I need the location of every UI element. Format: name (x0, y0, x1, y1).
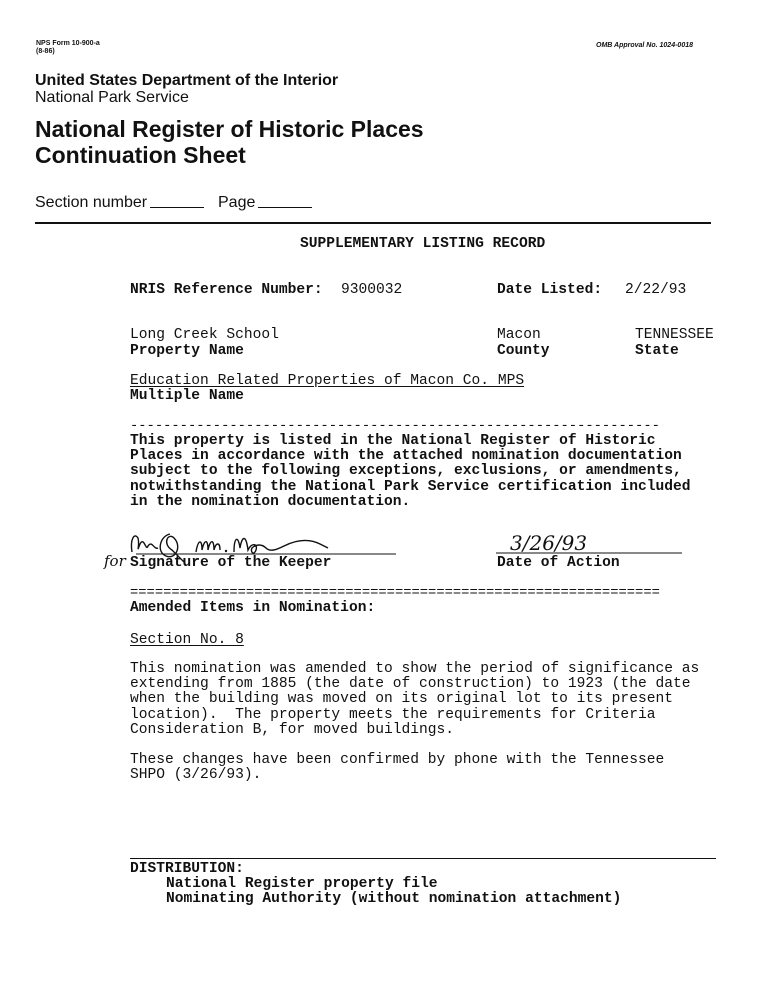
distribution-item: Nominating Authority (without nomination attachment) (166, 891, 622, 907)
amendment-line: Consideration B, for moved buildings. (130, 721, 455, 738)
state-label: State (635, 343, 679, 359)
statement-block (130, 434, 691, 510)
nris-value: 9300032 (341, 282, 403, 298)
statement-line: subject to the following exceptions, exclusions, or amendments, (130, 463, 682, 480)
header-divider (35, 222, 711, 224)
amendment-line: when the building was moved on its original lot to its present (130, 691, 673, 708)
page-label: Page (218, 194, 256, 211)
nris-label: NRIS Reference Number: (130, 282, 323, 298)
distribution-heading: DISTRIBUTION: (130, 861, 244, 877)
county-label: County (497, 343, 550, 359)
page-title: National Register of Historic Places (35, 116, 424, 142)
amendment-line: This nomination was amended to show the period of significance as (130, 661, 700, 677)
page-number-line (258, 207, 312, 208)
date-listed-label: Date Listed: (497, 282, 603, 298)
form-date: (8-86) (36, 48, 55, 55)
department-name: United States Department of the Interior (35, 72, 339, 89)
form-number: NPS Form 10-900-a (36, 40, 100, 47)
dash-separator: ---------------------------------------------------------------- (130, 419, 660, 434)
record-heading: SUPPLEMENTARY LISTING RECORD (300, 236, 546, 252)
distribution-item: National Register property file (166, 876, 438, 892)
property-name-value: Long Creek School (130, 327, 279, 343)
property-name-label: Property Name (130, 343, 244, 359)
confirmation-line: These changes have been confirmed by phone with the Tennessee (130, 752, 665, 768)
section-reference: Section No. 8 (130, 632, 244, 648)
amendment-line: location). The property meets the requirements for Criteria (130, 706, 656, 723)
page-subtitle: Continuation Sheet (35, 142, 246, 168)
agency-name: National Park Service (35, 89, 189, 106)
action-date-handwritten: 3/26/93 (510, 531, 588, 555)
state-value: TENNESSEE (635, 327, 714, 343)
amendment-line: extending from 1885 (the date of construction) to 1923 (the date (130, 676, 691, 693)
date-listed-value: 2/22/93 (625, 282, 687, 298)
amended-heading: Amended Items in Nomination: (130, 600, 376, 616)
confirmation-block (130, 753, 664, 783)
omb-approval: OMB Approval No. 1024-0018 (596, 42, 693, 49)
signature-prefix: for (104, 552, 126, 570)
amendment-block (130, 662, 699, 738)
section-number-line (150, 207, 204, 208)
statement-line: Places in accordance with the attached nomination documentation (130, 448, 682, 465)
distribution-divider (130, 858, 716, 859)
confirmation-line: SHPO (3/26/93). (130, 767, 262, 784)
signature-label: Signature of the Keeper (130, 555, 332, 571)
equals-separator: ================================================================ (130, 586, 660, 601)
multiple-name-label: Multiple Name (130, 388, 244, 404)
statement-line: This property is listed in the National Register of Historic (130, 433, 656, 449)
statement-line: in the nomination documentation. (130, 493, 411, 510)
section-number-label: Section number (35, 194, 148, 211)
multiple-name-value: Education Related Properties of Macon Co. MPS (130, 373, 525, 389)
action-date-label: Date of Action (497, 555, 620, 571)
statement-line: notwithstanding the National Park Service certification included (130, 478, 691, 495)
action-date-handwriting (496, 530, 686, 556)
county-value: Macon (497, 327, 541, 343)
